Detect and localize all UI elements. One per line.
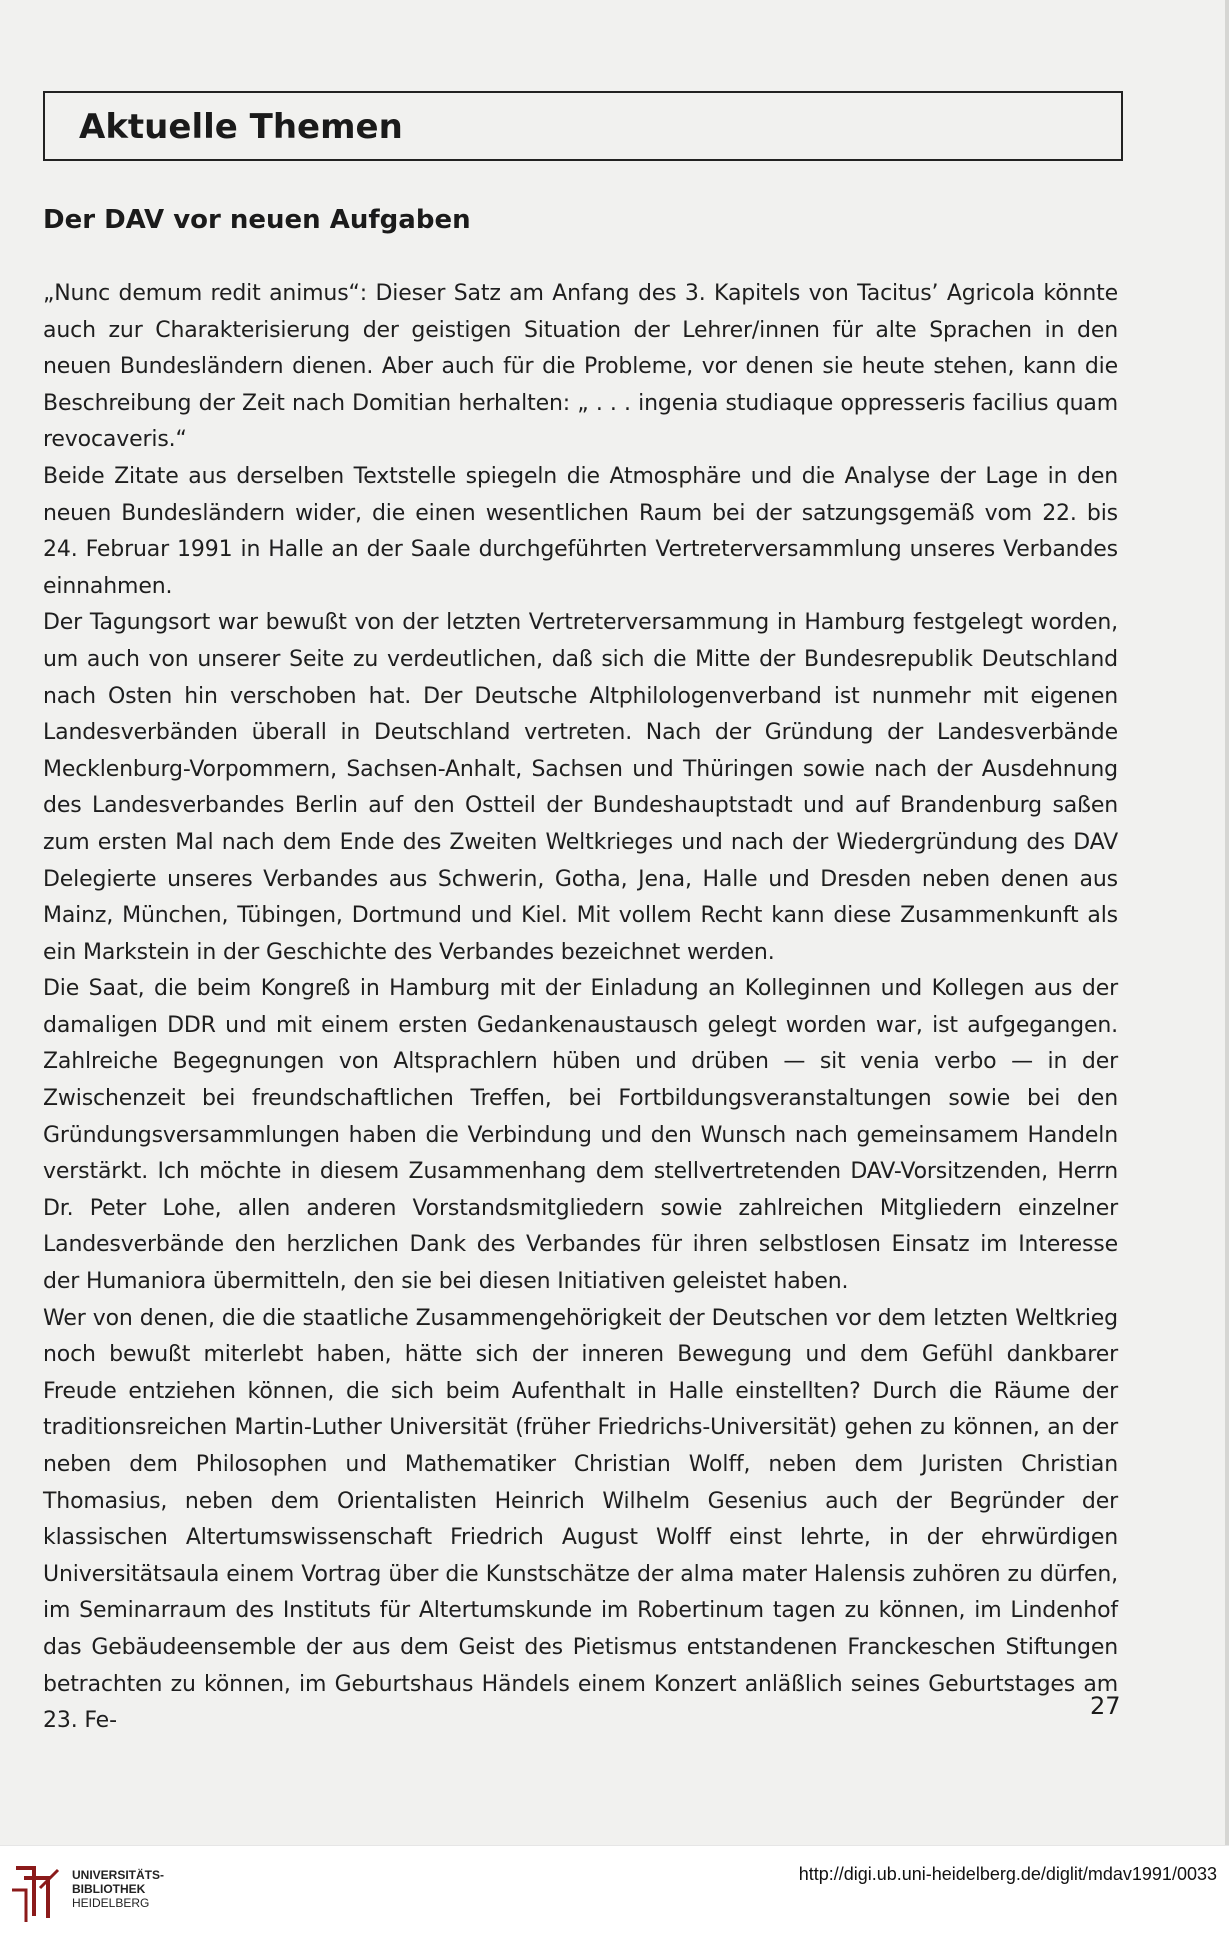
paragraph: Beide Zitate aus derselben Textstelle spiegeln die Atmosphäre und die Analyse der Lage in den neuen Bundesländern wider, die einen wesentlichen Raum bei der satzungsgemäß vom 22. bis 24. Februar 1991 in Halle an der Saale durchgeführten Vertreterversammlung unseres Verbandes einnahmen. bbox=[43, 463, 1118, 599]
section-header-box bbox=[43, 91, 1123, 161]
page-number: 27 bbox=[1090, 1692, 1121, 1720]
logo-line-3: HEIDELBERG bbox=[72, 1896, 150, 1910]
paragraph: Wer von denen, die die staatliche Zusammengehörigkeit der Deutschen vor dem letzten Weltkrieg noch bewußt miterlebt haben, hätte sich der inneren Bewegung und dem Gefühl dankbarer Freude entziehen können, die sich beim Aufenthalt in Halle einstellten? Durch die Räume der traditionsreichen Martin-Luther Universität (früher Friedrichs-Universität) gehen zu können, an der neben dem Philosophen und Mathematiker Christian Wolff, neben dem Juristen Christian Thomasius, neben dem Orientalisten Heinrich Wilhelm Gesenius auch der Begründer der klassischen Altertumswissenschaft Friedrich August Wolff einst lehrte, in der ehrwürdigen Universitätsaula einem Vortrag über die Kunstschätze der alma mater Halensis zuhören zu dürfen, im Seminarraum des Instituts für Altertumskunde im Robertinum tagen zu können, im Lindenhof das Gebäudeensemble der aus dem Geist des Pietismus entstandenen Franckeschen Stiftungen betrachten zu können, im Geburtshaus Händels einem Konzert anläßlich seines Geburtstages am 23. Fe- bbox=[43, 1305, 1118, 1734]
section-header-title: Aktuelle Themen bbox=[79, 107, 403, 147]
logo-line-2: BIBLIOTHEK bbox=[72, 1882, 146, 1896]
paragraph: Die Saat, die beim Kongreß in Hamburg mit der Einladung an Kolleginnen und Kollegen aus der damaligen DDR und mit einem ersten Gedankenaustausch gelegt worden war, ist aufgegangen. Zahlreiche Begegnungen von Altsprachlern hüben und drüben — sit venia verbo — in der Zwischenzeit bei freundschaftlichen Treffen, bei Fortbildungsveranstaltungen sowie bei den Gründungsversammlungen haben die Verbindung und den Wunsch nach gemeinsamem Handeln verstärkt. Ich möchte in diesem Zusammenhang dem stellvertretenden DAV-Vorsitzenden, Herrn Dr. Peter Lohe, allen anderen Vorstandsmitgliedern sowie zahlreichen Mitgliedern einzelner Landesverbände den herzlichen Dank des Verbandes für ihren selbstlosen Einsatz im Interesse der Humaniora übermitteln, den sie bei diesen Initiativen geleistet haben. bbox=[43, 976, 1118, 1295]
library-logo-text bbox=[72, 1868, 164, 1910]
article-body bbox=[43, 276, 1118, 1740]
source-url-link[interactable]: http://digi.ub.uni-heidelberg.de/diglit/mdav1991/0033 bbox=[798, 1864, 1217, 1884]
ub-heidelberg-logo-icon bbox=[10, 1860, 62, 1924]
page-edge bbox=[1225, 0, 1229, 1845]
footer-bar bbox=[0, 1845, 1229, 1937]
paragraph: Der Tagungsort war bewußt von der letzten Vertreterversammung in Hamburg festgelegt worden, um auch von unserer Seite zu verdeutlichen, daß sich die Mitte der Bundesrepublik Deutschland nach Osten hin verschoben hat. Der Deutsche Altphilologenverband ist nunmehr mit eigenen Landesverbänden überall in Deutschland vertreten. Nach der Gründung der Landesverbände Mecklenburg-Vorpommern, Sachsen-Anhalt, Sachsen und Thüringen sowie nach der Ausdehnung des Landesverbandes Berlin auf den Ostteil der Bundeshauptstadt und auf Brandenburg saßen zum ersten Mal nach dem Ende des Zweiten Weltkrieges und nach der Wiedergründung des DAV Delegierte unseres Verbandes aus Schwerin, Gotha, Jena, Halle und Dresden neben denen aus Mainz, München, Tübingen, Dortmund und Kiel. Mit vollem Recht kann diese Zusammenkunft als ein Markstein in der Geschichte des Verbandes bezeichnet werden. bbox=[43, 610, 1118, 965]
logo-line-1: UNIVERSITÄTS- bbox=[72, 1868, 165, 1882]
paragraph: „Nunc demum redit animus“: Dieser Satz am Anfang des 3. Kapitels von Tacitus’ Agricola könnte auch zur Charakterisierung der geistigen Situation der Lehrer/innen für alte Sprachen in den neuen Bundesländern dienen. Aber auch für die Probleme, vor denen sie heute stehen, kann die Beschreibung der Zeit nach Domitian herhalten: „ . . . ingenia studiaque oppresseris facilius quam revocaveris.“ bbox=[43, 281, 1118, 453]
article-title: Der DAV vor neuen Aufgaben bbox=[43, 205, 471, 235]
